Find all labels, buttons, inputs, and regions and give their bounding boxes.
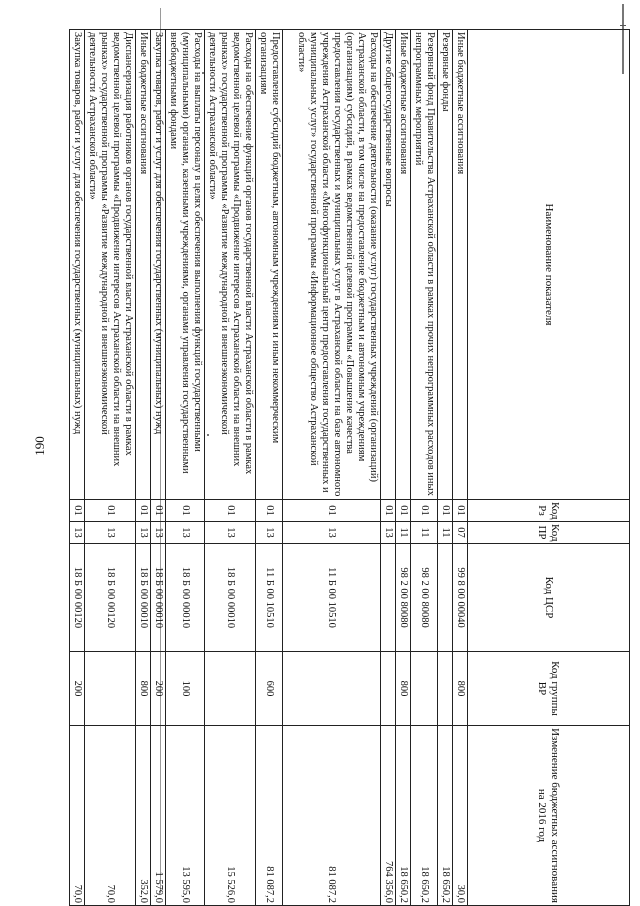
scan-tick <box>620 25 626 26</box>
cell-pr: 11 <box>411 522 438 544</box>
cell-amount: 70,0 <box>70 726 85 906</box>
budget-table <box>69 29 630 906</box>
table-row <box>283 30 381 906</box>
cell-name: Закупка товаров, работ и услуг для обеспечения государственных (муниципальных) нужд <box>70 30 85 500</box>
cell-csr: 11 Б 00 10510 <box>283 544 381 652</box>
cell-name: Расходы на обеспечение функций органов государственной власти Астраханской области в рамках ведомственной целевой программы «Продвижение интересов Астраханской области на внешних рынках» государственной программы «Развитие международной и внешнеэкономической деятельности Астраханской области» <box>205 30 256 500</box>
header-rz: Код Рз <box>468 500 630 522</box>
header-change: Изменение бюджетных ассигнования на 2016 год <box>468 726 630 906</box>
cell-name: Резервные фонды <box>438 30 453 500</box>
table-row <box>151 30 166 906</box>
cell-rz: 01 <box>70 500 85 522</box>
cell-rz: 01 <box>85 500 136 522</box>
cell-csr <box>381 544 396 652</box>
cell-csr: 98 2 00 80080 <box>396 544 411 652</box>
cell-csr: 18 Б 00 00010 <box>166 544 205 652</box>
cell-name: Диспансеризация работников органов государственной власти Астраханской области в рамках ведомственной целевой программы «Продвижение интересов Астраханской области на внешних рынках» государственной программы «Развитие международной и внешнеэкономической деятельности Астраханской области» <box>85 30 136 500</box>
table-row <box>85 30 136 906</box>
cell-vr <box>85 652 136 726</box>
cell-rz: 01 <box>283 500 381 522</box>
cell-pr: 11 <box>438 522 453 544</box>
cell-pr: 11 <box>396 522 411 544</box>
table-row <box>411 30 438 906</box>
header-vr: Код группы ВР <box>468 652 630 726</box>
cell-vr <box>205 652 256 726</box>
cell-vr: 800 <box>453 652 468 726</box>
cell-rz: 01 <box>136 500 151 522</box>
cell-pr: 13 <box>70 522 85 544</box>
cell-rz: 01 <box>166 500 205 522</box>
cell-csr: 18 Б 00 00120 <box>85 544 136 652</box>
cell-csr: 18 Б 00 00010 <box>136 544 151 652</box>
cell-pr: 13 <box>283 522 381 544</box>
budget-table-rotated <box>72 29 630 905</box>
cell-vr: 200 <box>151 652 166 726</box>
cell-amount: 1 579,0 <box>151 726 166 906</box>
cell-name: Предоставление субсидий бюджетным, автономным учреждениям и иным некоммерческим организациям <box>256 30 283 500</box>
cell-amount: 13 595,0 <box>166 726 205 906</box>
cell-pr: 13 <box>151 522 166 544</box>
table-row <box>166 30 205 906</box>
cell-rz: 01 <box>411 500 438 522</box>
cell-vr: 100 <box>166 652 205 726</box>
page-number: 190 <box>31 436 47 456</box>
cell-csr: 18 Б 00 00120 <box>70 544 85 652</box>
cell-amount: 81 087,2 <box>283 726 381 906</box>
cell-pr: 13 <box>166 522 205 544</box>
table-row <box>70 30 85 906</box>
cell-vr: 800 <box>136 652 151 726</box>
cell-vr: 600 <box>256 652 283 726</box>
cell-pr: 07 <box>453 522 468 544</box>
table-row <box>381 30 396 906</box>
cell-rz: 01 <box>151 500 166 522</box>
cell-amount: 764 356,0 <box>381 726 396 906</box>
cell-rz: 01 <box>396 500 411 522</box>
cell-amount: 81 087,2 <box>256 726 283 906</box>
table-row <box>453 30 468 906</box>
table-header-row <box>468 30 630 906</box>
table-row <box>256 30 283 906</box>
cell-pr: 13 <box>85 522 136 544</box>
cell-rz: 01 <box>205 500 256 522</box>
cell-name: Другие общегосударственные вопросы <box>381 30 396 500</box>
table-row <box>438 30 453 906</box>
cell-pr: 13 <box>136 522 151 544</box>
cell-vr <box>438 652 453 726</box>
cell-vr: 800 <box>396 652 411 726</box>
cell-amount: 30,0 <box>453 726 468 906</box>
cell-rz: 01 <box>256 500 283 522</box>
cell-amount: 352,0 <box>136 726 151 906</box>
cell-rz: 01 <box>453 500 468 522</box>
cell-amount: 18 650,2 <box>396 726 411 906</box>
cell-name: Иные бюджетные ассигнования <box>136 30 151 500</box>
cell-csr: 18 Б 00 00010 <box>151 544 166 652</box>
cell-csr: 18 Б 00 00010 <box>205 544 256 652</box>
cell-rz: 01 <box>438 500 453 522</box>
table-row <box>396 30 411 906</box>
header-csr: Код ЦСР <box>468 544 630 652</box>
cell-vr <box>411 652 438 726</box>
cell-vr: 200 <box>70 652 85 726</box>
cell-amount: 18 650,2 <box>438 726 453 906</box>
cell-name: Закупка товаров, работ и услуг для обеспечения государственных (муниципальных) нужд <box>151 30 166 500</box>
cell-pr: 13 <box>205 522 256 544</box>
cell-pr: 13 <box>256 522 283 544</box>
header-name: Наименование показателя <box>468 30 630 500</box>
cell-rz: 01 <box>381 500 396 522</box>
cell-name: Расходы на выплаты персоналу в целях обеспечения выполнения функций государственными (муниципальными) органами, казенными учреждениями, органами управления государственными внебюджетными фондами <box>166 30 205 500</box>
cell-csr: 99 8 00 00040 <box>453 544 468 652</box>
cell-name: Иные бюджетные ассигнования <box>453 30 468 500</box>
cell-name: Резервный фонд Правительства Астраханской области в рамках прочих непрограммных расходов иных непрограммных мероприятий <box>411 30 438 500</box>
table-row <box>136 30 151 906</box>
header-pr: Код ПР <box>468 522 630 544</box>
cell-name: Иные бюджетные ассигнования <box>396 30 411 500</box>
cell-vr <box>283 652 381 726</box>
cell-vr <box>381 652 396 726</box>
cell-csr: 98 2 00 80080 <box>411 544 438 652</box>
cell-name: Расходы на обеспечение деятельности (оказание услуг) государственных учреждений (организаций) Астраханской области, в том числе на предоставление бюджетным и автономным учреждениям (организациям) субсидий, в рамках ведомственной целевой программы «Повышение качества предоставления государственных и муниципальных услуг в Астраханской области на базе автономного учреждения Астраханской области «Многофункциональный центр предоставления государственных и муниципальных услуг» государственной программы «Информационное общество Астраханской области» <box>283 30 381 500</box>
cell-csr: 11 Б 00 10510 <box>256 544 283 652</box>
cell-csr <box>438 544 453 652</box>
cell-amount: 18 650,2 <box>411 726 438 906</box>
cell-amount: 70,0 <box>85 726 136 906</box>
table-row <box>205 30 256 906</box>
cell-pr: 13 <box>381 522 396 544</box>
cell-amount: 15 526,0 <box>205 726 256 906</box>
